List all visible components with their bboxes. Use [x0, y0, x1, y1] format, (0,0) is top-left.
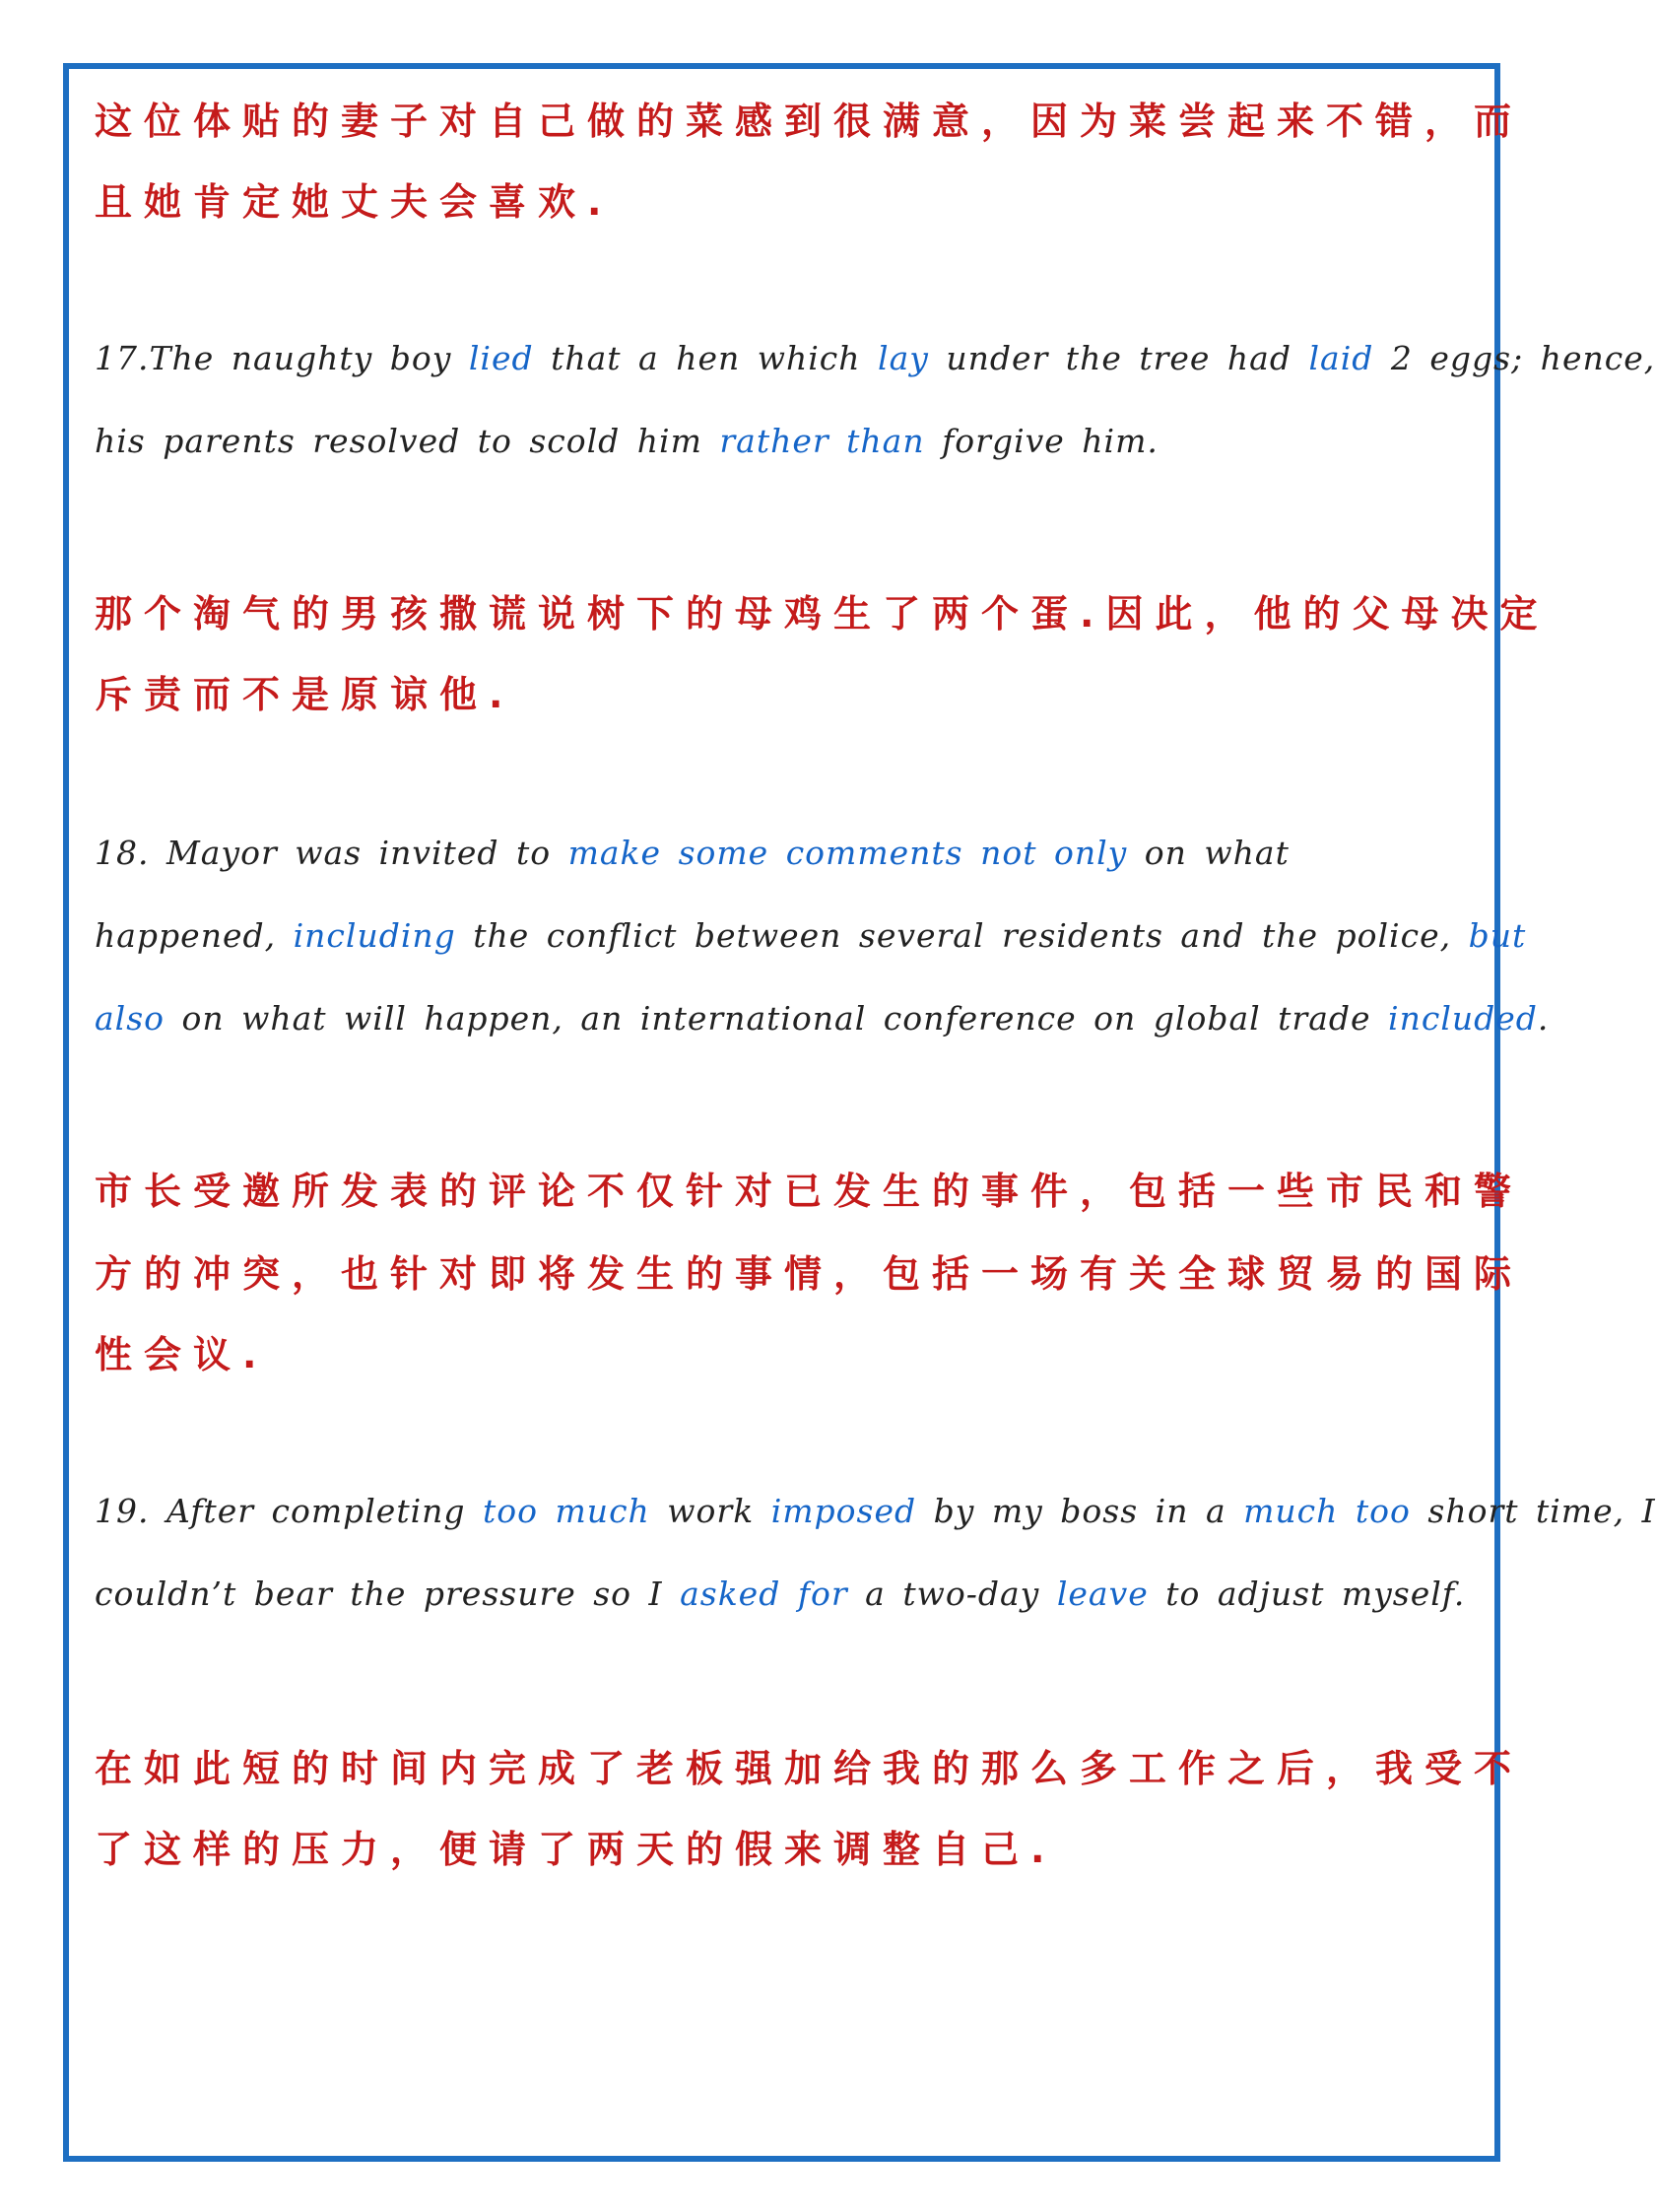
chinese-translation-line: [95, 664, 514, 718]
chinese-translation-line: [95, 1243, 1523, 1298]
highlighted-phrase: lied: [468, 339, 534, 377]
text-segment: a two-day: [847, 1575, 1057, 1613]
chinese-translation-line: [95, 1324, 268, 1378]
text-segment: under the tree had: [928, 339, 1309, 377]
text-segment: 2 eggs; hence,: [1373, 339, 1656, 377]
chinese-translation-line: [95, 1819, 1056, 1873]
english-sentence-line: [95, 1575, 1465, 1613]
highlighted-phrase: make some comments not only: [567, 834, 1128, 872]
chinese-translation-line: [95, 583, 1549, 637]
text-segment: 在如此短的时间内完成了老板强加给我的那么多工作之后，我受不: [95, 1747, 1524, 1790]
text-segment: couldn’t bear the pressure so I: [95, 1575, 681, 1613]
text-segment: short time, I: [1410, 1492, 1656, 1530]
highlighted-phrase: laid: [1308, 339, 1374, 377]
text-segment: on what will happen, an international conference on global trade: [165, 999, 1389, 1038]
text-segment: 19. After completing: [95, 1492, 484, 1530]
chinese-translation-line: [95, 91, 1523, 145]
text-segment: 且她肯定她丈夫会喜欢.: [95, 180, 614, 224]
chinese-translation-line: [95, 171, 613, 226]
english-sentence-line: [95, 422, 1159, 460]
text-segment: 方的冲突，也针对即将发生的事情，包括一场有关全球贸易的国际: [95, 1252, 1524, 1296]
text-segment: work: [649, 1492, 771, 1530]
text-segment: on what: [1127, 834, 1290, 872]
chinese-translation-line: [95, 1738, 1523, 1792]
text-segment: 斥责而不是原谅他.: [95, 673, 515, 716]
text-segment: 市长受邀所发表的评论不仅针对已发生的事件，包括一些市民和警: [95, 1170, 1524, 1213]
english-sentence-line: [95, 999, 1549, 1038]
text-segment: 这位体贴的妻子对自己做的菜感到很满意，因为菜尝起来不错，而: [95, 100, 1524, 143]
english-sentence-line: [95, 339, 1655, 377]
highlighted-phrase: much too: [1243, 1492, 1411, 1530]
highlighted-phrase: imposed: [770, 1492, 917, 1530]
highlighted-phrase: including: [293, 916, 456, 955]
text-segment: that a hen which: [533, 339, 879, 377]
highlighted-phrase: too much: [483, 1492, 650, 1530]
text-segment: by my boss in a: [916, 1492, 1244, 1530]
text-segment: .: [1537, 999, 1550, 1038]
text-segment: 18. Mayor was invited to: [95, 834, 568, 872]
highlighted-phrase: also: [95, 999, 166, 1038]
text-segment: happened,: [95, 916, 294, 955]
text-segment: 那个淘气的男孩撒谎说树下的母鸡生了两个蛋.因此，他的父母决定: [95, 592, 1550, 636]
text-segment: 性会议.: [95, 1333, 269, 1376]
text-segment: 17.The naughty boy: [95, 339, 469, 377]
english-sentence-line: [95, 916, 1526, 955]
highlighted-phrase: rather than: [719, 422, 925, 460]
text-segment: his parents resolved to scold him: [95, 422, 720, 460]
english-sentence-line: [95, 1492, 1656, 1530]
english-sentence-line: [95, 834, 1290, 872]
highlighted-phrase: leave: [1056, 1575, 1149, 1613]
highlighted-phrase: but: [1468, 916, 1527, 955]
text-segment: 了这样的压力，便请了两天的假来调整自己.: [95, 1828, 1057, 1871]
highlighted-phrase: asked for: [680, 1575, 848, 1613]
highlighted-phrase: lay: [878, 339, 929, 377]
highlighted-phrase: included: [1388, 999, 1538, 1038]
chinese-translation-line: [95, 1161, 1523, 1215]
text-segment: forgive him.: [924, 422, 1159, 460]
text-segment: the conflict between several residents and the police,: [455, 916, 1469, 955]
text-segment: to adjust myself.: [1148, 1575, 1466, 1613]
